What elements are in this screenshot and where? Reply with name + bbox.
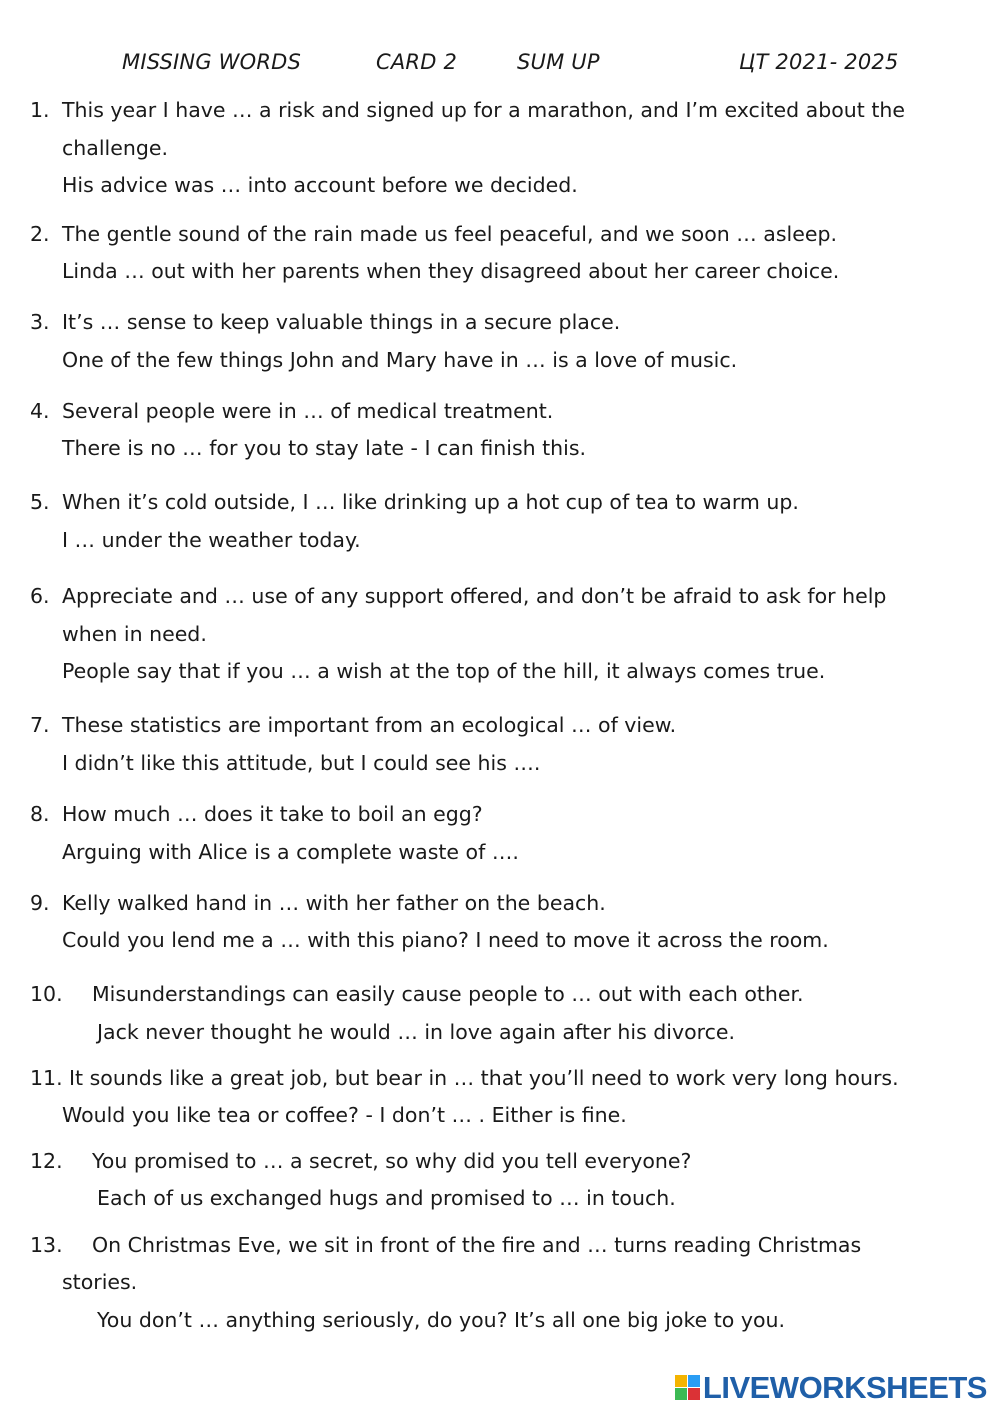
sentence-line: Jack never thought he would … in love again after his divorce. bbox=[97, 1020, 736, 1044]
sentence-line: This year I have … a risk and signed up for a marathon, and I’m excited about the bbox=[62, 98, 905, 122]
item-number: 11. bbox=[30, 1066, 63, 1090]
sentence-line: His advice was … into account before we decided. bbox=[62, 173, 578, 197]
sentence-line: The gentle sound of the rain made us feel peaceful, and we soon … asleep. bbox=[62, 222, 837, 246]
item-number: 5. bbox=[30, 490, 50, 514]
card-label: CARD 2 bbox=[376, 50, 458, 74]
sentence-line: when in need. bbox=[62, 622, 207, 646]
item-number: 1. bbox=[30, 98, 50, 122]
item-number: 4. bbox=[30, 399, 50, 423]
item-number: 10. bbox=[30, 982, 63, 1006]
item-number: 6. bbox=[30, 584, 50, 608]
sentence-line: One of the few things John and Mary have in … is a love of music. bbox=[62, 348, 738, 372]
sentence-line: Each of us exchanged hugs and promised to … in touch. bbox=[97, 1186, 676, 1210]
item-number: 8. bbox=[30, 802, 50, 826]
sentence-line: You don’t … anything seriously, do you? It’s all one big joke to you. bbox=[97, 1308, 786, 1332]
sentence-line: Several people were in … of medical treatment. bbox=[62, 399, 554, 423]
sentence-line: I … under the weather today. bbox=[62, 528, 361, 552]
sentence-line: Linda … out with her parents when they disagreed about her career choice. bbox=[62, 259, 840, 283]
sentence-line: It’s … sense to keep valuable things in a secure place. bbox=[62, 310, 621, 334]
section-label: SUM UP bbox=[517, 50, 600, 74]
sentence-line: Appreciate and … use of any support offered, and don’t be afraid to ask for help bbox=[62, 584, 887, 608]
sentence-line: People say that if you … a wish at the top of the hill, it always comes true. bbox=[62, 659, 826, 683]
sentence-line: Kelly walked hand in … with her father on the beach. bbox=[62, 891, 606, 915]
sentence-line: How much … does it take to boil an egg? bbox=[62, 802, 483, 826]
sentence-line: Arguing with Alice is a complete waste of …. bbox=[62, 840, 519, 864]
sentence-line: There is no … for you to stay late - I can finish this. bbox=[62, 436, 587, 460]
liveworksheets-logo bbox=[675, 1372, 987, 1404]
sentence-line: I didn’t like this attitude, but I could see his …. bbox=[62, 751, 541, 775]
sentence-line: stories. bbox=[62, 1270, 138, 1294]
sentence-line: When it’s cold outside, I … like drinking up a hot cup of tea to warm up. bbox=[62, 490, 799, 514]
sentence-line: Could you lend me a … with this piano? I need to move it across the room. bbox=[62, 928, 829, 952]
sentence-line: Misunderstandings can easily cause people to … out with each other. bbox=[92, 982, 804, 1006]
sentence-line: You promised to … a secret, so why did you tell everyone? bbox=[92, 1149, 692, 1173]
item-number: 9. bbox=[30, 891, 50, 915]
sentence-line: On Christmas Eve, we sit in front of the fire and … turns reading Christmas bbox=[92, 1233, 862, 1257]
sentence-line: Would you like tea or coffee? - I don’t … . Either is fine. bbox=[62, 1103, 627, 1127]
years-label: ЦТ 2021- 2025 bbox=[739, 50, 899, 74]
item-number: 12. bbox=[30, 1149, 63, 1173]
item-number: 7. bbox=[30, 713, 50, 737]
sentence-line: These statistics are important from an ecological … of view. bbox=[62, 713, 677, 737]
item-number: 3. bbox=[30, 310, 50, 334]
logo-text: LIVEWORKSHEETS bbox=[702, 1370, 987, 1405]
sentence-line: It sounds like a great job, but bear in … that you’ll need to work very long hours. bbox=[69, 1066, 899, 1090]
item-number: 2. bbox=[30, 222, 50, 246]
worksheet-title: MISSING WORDS bbox=[122, 50, 302, 74]
sentence-line: challenge. bbox=[62, 136, 168, 160]
liveworksheets-logo-icon bbox=[675, 1375, 701, 1401]
worksheet-header bbox=[0, 50, 999, 80]
item-number: 13. bbox=[30, 1233, 63, 1257]
